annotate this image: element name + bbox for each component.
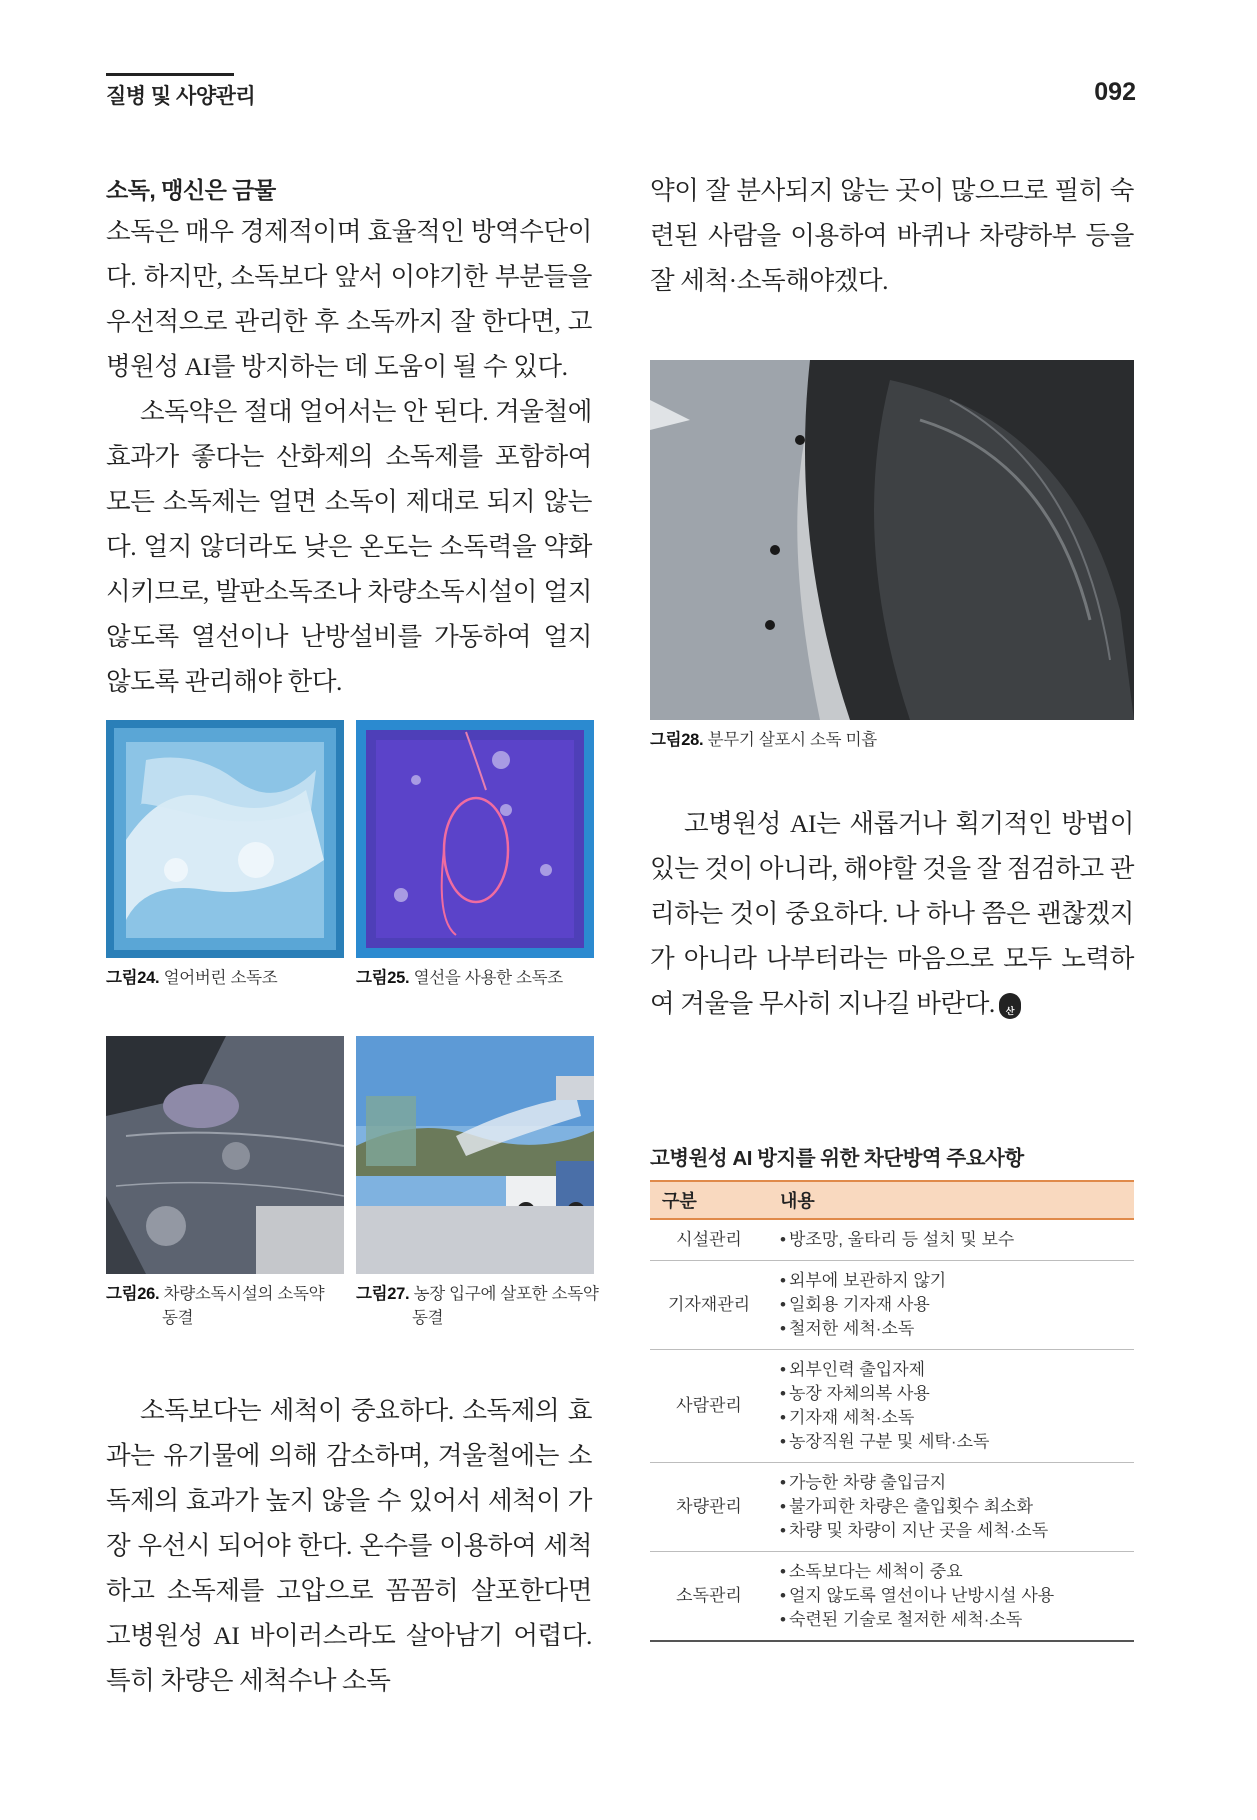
list-item: • 차량 및 차량이 지난 곳을 세척·소독 [780,1519,1122,1543]
figure-27-caption [356,1282,606,1330]
list-item: • 외부에 보관하지 않기 [780,1269,1122,1293]
figure-26-caption [106,1282,346,1330]
left-column-bottom [106,1388,592,1703]
caption-text: 차량소독시설의 소독약 [163,1285,325,1303]
paragraph: 소독은 매우 경제적이며 효율적인 방역수단이다. 하지만, 소독보다 앞서 이야기한 부분들을 우선적으로 관리한 후 소독까지 잘 한다면, 고병원성 AI를 방지하는 데 도움이 될 수 있다. [106,217,592,381]
table-row [650,1261,1134,1350]
caption-text: 농장 입구에 살포한 소독약 [413,1285,599,1303]
table-row [650,1463,1134,1552]
figure-28-photo [650,360,1134,720]
magazine-end-mark-icon: 축산 [999,993,1021,1019]
list-item: • 기자재 세척·소독 [780,1406,1122,1430]
list-item: • 외부인력 출입자제 [780,1358,1122,1382]
table-content [768,1261,1134,1350]
figure-24-photo [106,720,344,958]
column-header: 구분 [650,1181,768,1219]
caption-text-line2: 동결 [412,1309,444,1327]
table-category: 소독관리 [650,1552,768,1642]
table-category: 사람관리 [650,1350,768,1463]
table-content [768,1219,1134,1261]
list-item: • 가능한 차량 출입금지 [780,1471,1122,1495]
caption-text-line2: 동결 [162,1309,194,1327]
figure-27-photo [356,1036,594,1274]
section-title: 질병 및 사양관리 [106,85,256,108]
paragraph: 소독약은 절대 얼어서는 안 된다. 겨울철에 효과가 좋다는 산화제의 소독제를 포함하여 모든 소독제는 얼면 소독이 제대로 되지 않는다. 얼지 않더라도 낮은 온도는 소독력을 약화시키므로, 발판소독조나 차량소독시설이 얼지 않도록 열선이나 난방설비를 가동하여 얼지 않도록 관리해야 한다. [106,397,592,696]
table-row [650,1552,1134,1642]
figure-28-caption [650,728,1134,752]
table-content [768,1463,1134,1552]
paragraph [650,801,1134,1026]
table-category: 기자재관리 [650,1261,768,1350]
table-row [650,1219,1134,1261]
list-item: • 농장직원 구분 및 세탁·소독 [780,1430,1122,1454]
list-item: • 소독보다는 세척이 중요 [780,1560,1122,1584]
figure-number: 그림27. [356,1285,410,1303]
control-table [650,1180,1134,1642]
figure-number: 그림24. [106,969,160,987]
caption-text: 열선을 사용한 소독조 [413,969,563,987]
list-item: • 방조망, 울타리 등 설치 및 보수 [780,1228,1122,1252]
table-category: 시설관리 [650,1219,768,1261]
list-item: • 숙련된 기술로 철저한 세척·소독 [780,1608,1122,1632]
column-header: 내용 [768,1181,1134,1219]
paragraph: 소독보다는 세척이 중요하다. 소독제의 효과는 유기물에 의해 감소하며, 겨울철에는 소독제의 효과가 높지 않을 수 있어서 세척이 가장 우선시 되어야 한다. 온수를 이용하여 세척하고 소독제를 고압으로 꼼꼼히 살포한다면 고병원성 AI 바이러스라도 살아남기 어렵다. 특히 차량은 세척수나 소독 [106,1396,592,1695]
right-column-top [650,168,1134,303]
list-item: • 불가피한 차량은 출입횟수 최소화 [780,1495,1122,1519]
figure-number: 그림25. [356,969,410,987]
table-content [768,1350,1134,1463]
table-header-row [650,1181,1134,1219]
caption-text: 얼어버린 소독조 [163,969,278,987]
list-item: • 농장 자체의복 사용 [780,1382,1122,1406]
right-column-middle [650,801,1134,1026]
left-column-top [106,172,592,704]
table-row [650,1350,1134,1463]
paragraph-text: 고병원성 AI는 새롭거나 획기적인 방법이 있는 것이 아니라, 해야할 것을 잘 점검하고 관리하는 것이 중요하다. 나 하나 쯤은 괜찮겠지가 아니라 나부터라는 마음으로 모두 노력하여 겨울을 무사히 지나길 바란다. [650,809,1134,1018]
figure-26-photo [106,1036,344,1274]
header-rule [106,73,234,76]
caption-text: 분무기 살포시 소독 미흡 [707,731,877,749]
table-category: 차량관리 [650,1463,768,1552]
page-number: 092 [1094,78,1136,106]
figure-24-caption [106,966,346,990]
figure-number: 그림26. [106,1285,160,1303]
list-item: • 얼지 않도록 열선이나 난방시설 사용 [780,1584,1122,1608]
paragraph: 약이 잘 분사되지 않는 곳이 많으므로 필히 숙련된 사람을 이용하여 바퀴나 차량하부 등을 잘 세척·소독해야겠다. [650,176,1134,295]
figure-number: 그림28. [650,731,704,749]
figure-25-photo [356,720,594,958]
figure-25-caption [356,966,596,990]
table-title: 고병원성 AI 방지를 위한 차단방역 주요사항 [650,1147,1024,1170]
list-item: • 일회용 기자재 사용 [780,1293,1122,1317]
table-content [768,1552,1134,1642]
list-item: • 철저한 세척·소독 [780,1317,1122,1341]
section-heading: 소독, 맹신은 금물 [106,177,276,203]
